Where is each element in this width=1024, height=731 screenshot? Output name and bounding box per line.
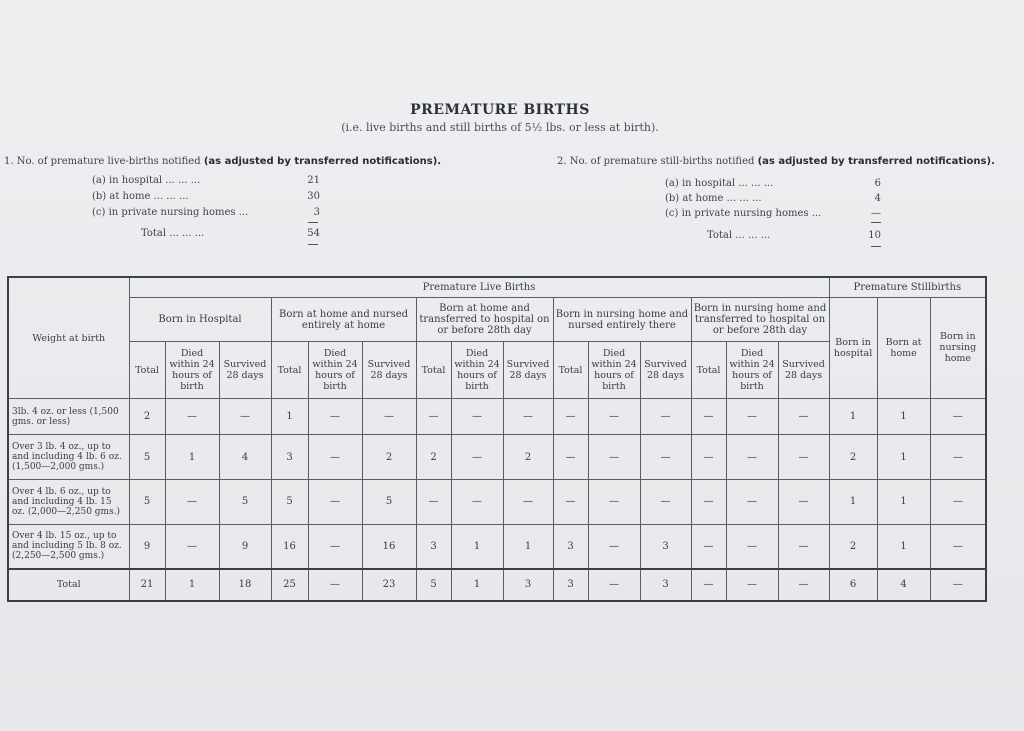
summary-item-value: 21 — [307, 175, 320, 186]
table-row — [8, 479, 986, 524]
table-cell: 5 — [416, 569, 451, 601]
table-cell: — — [726, 479, 778, 524]
table-cell: 5 — [129, 435, 165, 480]
heading-text: 2. No. of premature still-births notified — [557, 156, 755, 167]
table-total-row — [8, 569, 986, 601]
table-cell: 3 — [271, 435, 308, 480]
table-cell: — — [588, 479, 640, 524]
table-cell: — — [778, 569, 829, 601]
table-row — [8, 399, 986, 435]
sub-header-survived: Survived 28 days — [219, 342, 271, 399]
summary-item-label: (a) in hospital ... ... ... — [92, 175, 201, 186]
table-cell: — — [691, 479, 726, 524]
sub-header-died: Died within 24 hours of birth — [588, 342, 640, 399]
table-cell: — — [451, 479, 503, 524]
table-cell: — — [691, 435, 726, 480]
table-cell: — — [930, 399, 986, 435]
table-cell: — — [503, 479, 553, 524]
table-cell: 5 — [219, 479, 271, 524]
table-cell: — — [362, 399, 416, 435]
table-cell: — — [930, 479, 986, 524]
table-cell: — — [503, 399, 553, 435]
table-cell: 4 — [219, 435, 271, 480]
table-cell: — — [930, 524, 986, 569]
table-cell: 18 — [219, 569, 271, 601]
sub-header-total: Total — [271, 342, 308, 399]
sub-header-survived: Survived 28 days — [503, 342, 553, 399]
table-cell: 16 — [271, 524, 308, 569]
weight-label: Over 3 lb. 4 oz., up to and including 4 lb. 6 oz. (1,500—2,000 gms.) — [8, 435, 129, 480]
group-header: Born in nursing home and transferred to hospital on or before 28th day — [691, 297, 829, 342]
table-cell: — — [553, 399, 588, 435]
page-subtitle: (i.e. live births and still births of 5½ lbs. or less at birth). — [341, 121, 659, 134]
sub-header-survived: Survived 28 days — [640, 342, 691, 399]
table-cell: 1 — [503, 524, 553, 569]
still-col-header: Born in hospital — [829, 297, 877, 398]
table-cell: — — [778, 524, 829, 569]
table-cell: — — [308, 524, 362, 569]
sub-header-total: Total — [553, 342, 588, 399]
summary-item-value: 4 — [874, 193, 881, 204]
table-cell: — — [691, 524, 726, 569]
table-cell: — — [451, 435, 503, 480]
weight-label: Over 4 lb. 6 oz., up to and including 4 lb. 15 oz. (2,000—2,250 gms.) — [8, 479, 129, 524]
table-cell: — — [778, 479, 829, 524]
sub-header-total: Total — [691, 342, 726, 399]
table-cell: — — [553, 435, 588, 480]
still-col-header: Born in nursing home — [930, 297, 986, 398]
table-cell: 9 — [219, 524, 271, 569]
table-row — [8, 524, 986, 569]
table-cell: 2 — [829, 435, 877, 480]
still-births-summary-heading — [557, 156, 995, 167]
sub-header-died: Died within 24 hours of birth — [726, 342, 778, 399]
table-cell: — — [640, 435, 691, 480]
sub-header-died: Died within 24 hours of birth — [451, 342, 503, 399]
table-cell: — — [588, 524, 640, 569]
table-cell: 2 — [503, 435, 553, 480]
table-cell: 5 — [271, 479, 308, 524]
table-cell: 3 — [553, 524, 588, 569]
sub-header-survived: Survived 28 days — [362, 342, 416, 399]
live-births-summary — [4, 156, 524, 256]
table-cell: — — [219, 399, 271, 435]
table-cell: — — [778, 435, 829, 480]
table-cell: — — [416, 399, 451, 435]
summary-item-value: 6 — [874, 178, 881, 189]
table-cell: 9 — [129, 524, 165, 569]
still-col-header: Born at home — [877, 297, 930, 398]
table-cell: — — [588, 435, 640, 480]
table-cell: — — [930, 435, 986, 480]
table-cell: — — [691, 569, 726, 601]
sum-rule — [308, 222, 318, 223]
table-cell: 1 — [877, 399, 930, 435]
group-header: Born at home and nursed entirely at home — [271, 297, 416, 342]
table-cell: — — [640, 479, 691, 524]
table-cell: — — [416, 479, 451, 524]
table-cell: — — [451, 399, 503, 435]
table-cell: — — [308, 569, 362, 601]
table-cell: — — [165, 524, 219, 569]
summary-item-label: (b) at home ... ... ... — [92, 191, 189, 202]
table-cell: — — [930, 569, 986, 601]
sub-header-total: Total — [416, 342, 451, 399]
table-cell: 21 — [129, 569, 165, 601]
table-cell: 25 — [271, 569, 308, 601]
summary-item-label: (c) in private nursing homes ... — [92, 207, 249, 218]
weight-label: 3lb. 4 oz. or less (1,500 gms. or less) — [8, 399, 129, 435]
table-cell: — — [778, 399, 829, 435]
table-cell: 4 — [877, 569, 930, 601]
sub-header-total: Total — [129, 342, 165, 399]
summary-total-value: 10 — [868, 230, 881, 241]
sub-header-died: Died within 24 hours of birth — [308, 342, 362, 399]
summary-item-value: 30 — [307, 191, 320, 202]
table-cell: — — [308, 479, 362, 524]
table-cell: — — [553, 479, 588, 524]
summary-total-label: Total ... ... ... — [141, 228, 205, 239]
heading-bold-text: (as adjusted by transferred notifications). — [203, 156, 442, 167]
table-cell: — — [165, 399, 219, 435]
table-row — [8, 435, 986, 480]
weight-header: Weight at birth — [8, 277, 129, 399]
page-title: PREMATURE BIRTHS — [410, 102, 590, 118]
table-cell: — — [691, 399, 726, 435]
summary-item-label: (c) in private nursing homes ... — [665, 208, 822, 219]
table-cell: — — [588, 569, 640, 601]
stillbirths-header: Premature Stillbirths — [829, 277, 986, 297]
table-cell: 1 — [451, 524, 503, 569]
table-cell: — — [308, 399, 362, 435]
table-cell: 23 — [362, 569, 416, 601]
total-label: Total — [8, 569, 129, 601]
table-cell: — — [726, 435, 778, 480]
summary-item-value: — — [871, 208, 881, 219]
table-cell: 2 — [362, 435, 416, 480]
table-cell: 3 — [503, 569, 553, 601]
table-cell: — — [640, 399, 691, 435]
table-body — [8, 399, 986, 602]
table-cell: 1 — [877, 524, 930, 569]
summary-item-label: (a) in hospital ... ... ... — [665, 178, 774, 189]
table-cell: 1 — [165, 435, 219, 480]
summary-total-value: 54 — [307, 228, 320, 239]
summary-item-label: (b) at home ... ... ... — [665, 193, 762, 204]
table-cell: 1 — [451, 569, 503, 601]
table-cell: — — [308, 435, 362, 480]
table-cell: 3 — [416, 524, 451, 569]
table-cell: 2 — [829, 524, 877, 569]
live-births-header: Premature Live Births — [129, 277, 829, 297]
heading-text: 1. No. of premature live-births notified — [4, 156, 201, 167]
table-cell: — — [726, 524, 778, 569]
table-cell: — — [588, 399, 640, 435]
group-header: Born in Hospital — [129, 297, 271, 342]
table-cell: 3 — [640, 569, 691, 601]
sub-header-died: Died within 24 hours of birth — [165, 342, 219, 399]
still-births-summary — [557, 156, 1019, 256]
group-header: Born at home and transferred to hospital on or before 28th day — [416, 297, 553, 342]
table-cell: 6 — [829, 569, 877, 601]
table-cell: 1 — [271, 399, 308, 435]
heading-bold-text: (as adjusted by transferred notifications). — [757, 156, 995, 167]
table-cell: 2 — [416, 435, 451, 480]
table-cell: 5 — [362, 479, 416, 524]
table-cell: 1 — [829, 479, 877, 524]
sub-header-survived: Survived 28 days — [778, 342, 829, 399]
sum-rule — [871, 246, 881, 247]
weight-label: Over 4 lb. 15 oz., up to and including 5 lb. 8 oz. (2,250—2,500 gms.) — [8, 524, 129, 569]
table-cell: — — [726, 569, 778, 601]
sum-rule — [871, 222, 881, 223]
premature-births-table — [7, 276, 987, 602]
table-cell: 3 — [640, 524, 691, 569]
table-cell: 2 — [129, 399, 165, 435]
sum-rule — [308, 244, 318, 245]
summary-total-label: Total ... ... ... — [707, 230, 771, 241]
table-cell: 16 — [362, 524, 416, 569]
live-births-summary-heading — [4, 156, 441, 167]
table-cell: 1 — [877, 479, 930, 524]
table-cell: — — [726, 399, 778, 435]
table-cell: 1 — [877, 435, 930, 480]
table-cell: 5 — [129, 479, 165, 524]
table-cell: 3 — [553, 569, 588, 601]
summary-item-value: 3 — [313, 207, 320, 218]
table-cell: 1 — [829, 399, 877, 435]
table-cell: 1 — [165, 569, 219, 601]
group-header: Born in nursing home and nursed entirely there — [553, 297, 691, 342]
table-cell: — — [165, 479, 219, 524]
